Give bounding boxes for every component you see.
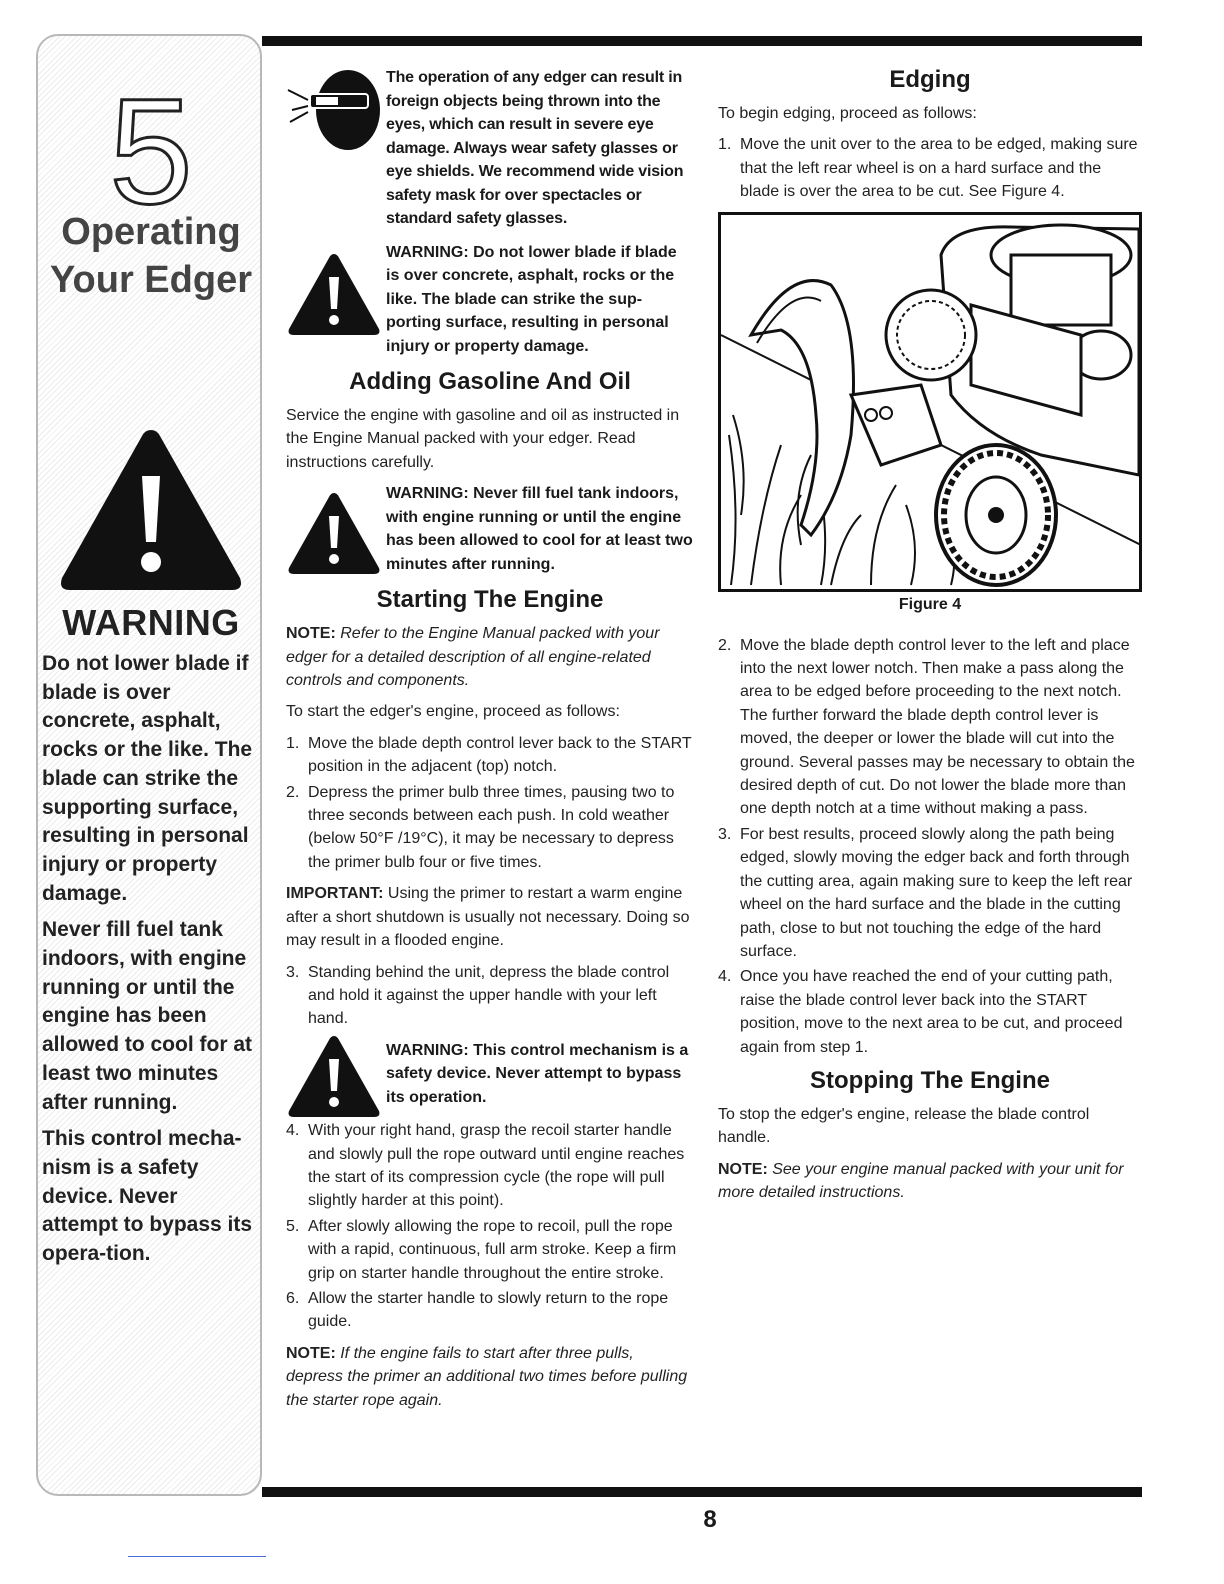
sidebar-warning-control: This control mecha-nism is a safety device. Never attempt to bypass its opera-tion.: [42, 1127, 253, 1266]
step-text: For best results, proceed slowly along the path being edged, slowly moving the edger back and forth through the cutting area, again making sure to keep the left rear wheel on the hard surface and the blade in the cutting path, close to but not touching the edge of the hard surface.: [740, 825, 1133, 960]
step-text: Allow the starter handle to slowly return to the rope guide.: [308, 1290, 669, 1331]
list-item: [718, 823, 1142, 963]
step-text: With your right hand, grasp the recoil starter handle and slowly pull the rope outward until engine reaches the start of its compression cycle (the rope will pull slightly harder at this point).: [308, 1122, 685, 1210]
note-label: NOTE:: [286, 625, 336, 643]
edging-steps-a: [718, 133, 1142, 203]
page-number: 8: [703, 1506, 717, 1533]
figure-caption: Figure 4: [898, 595, 962, 613]
step-text: Move the blade depth control lever back to the START position in the adjacent (top) notch.: [308, 734, 692, 776]
sidebar-panel: [36, 34, 262, 1496]
eye-safety-text: The operation of any edger can result in foreign objects being thrown into the eyes, which can result in severe eye damage. Always wear safety glasses or eye shields. We recommend wide vision safety mask for over spectacles or standard safety glasses.: [386, 69, 684, 227]
gasoline-heading: Adding Gasoline And Oil: [349, 368, 631, 395]
important-note: [286, 882, 694, 952]
list-item: [718, 634, 1142, 821]
chapter-number: 5: [109, 67, 193, 235]
edging-intro: To begin edging, proceed as follows:: [718, 105, 977, 122]
sidebar-warning-fuel: Never fill fuel tank indoors, with engine running or until the engine has been allowed to cool for at least two minutes after running.: [42, 918, 253, 1114]
list-item: [718, 965, 1142, 1059]
sidebar-warning-blade: Do not lower blade if blade is over concrete, asphalt, rocks or the like. The blade can strike the supporting surface, resulting in personal injury or property damage.: [42, 652, 253, 905]
step-number: 3.: [286, 963, 300, 981]
step-number: 4.: [718, 968, 732, 986]
warning-heading: WARNING: [62, 602, 240, 643]
chapter-title-line-1: Operating: [61, 211, 241, 253]
warning-triangle-icon: [286, 251, 382, 337]
step-number: 3.: [718, 825, 732, 843]
step-number: 4.: [286, 1122, 300, 1140]
chapter-title: [38, 208, 264, 304]
list-item: [286, 732, 694, 779]
right-column: [718, 66, 1142, 1213]
list-item: [286, 1215, 694, 1285]
bottom-link-underline: [128, 1556, 266, 1557]
step-text: Once you have reached the end of your cutting path, raise the blade control lever back into the START position, move to the next area to be cut, and proceed again from step 1.: [740, 968, 1123, 1056]
blade-warning-text: WARNING: Do not lower blade if blade is over concrete, asphalt, rocks or the like. The blade can strike the sup-porting surface, resulting in personal injury or property damage.: [386, 243, 677, 355]
step-number: 2.: [718, 636, 732, 654]
step-number: 2.: [286, 783, 300, 801]
edging-heading: Edging: [889, 66, 971, 93]
restart-note: [286, 1342, 694, 1412]
starting-heading: Starting The Engine: [376, 586, 604, 614]
step-text: Depress the primer bulb three times, pausing two to three seconds between each push. In cold weather (below 50°F /19°C), it may be necessary to depress the primer bulb four or five times.: [308, 783, 675, 871]
safety-glasses-icon: [286, 66, 382, 163]
important-label: IMPORTANT:: [286, 885, 384, 903]
figure-4-illustration: [718, 212, 1142, 592]
starting-intro: To start the edger's engine, proceed as follows:: [286, 703, 620, 721]
note-label: NOTE:: [718, 1160, 768, 1178]
step-number: 5.: [286, 1217, 300, 1235]
starting-steps-b: [286, 961, 694, 1031]
warning-triangle-icon: [286, 1033, 382, 1119]
list-item: [718, 133, 1142, 203]
starting-note: [286, 622, 694, 692]
stopping-note: [718, 1158, 1142, 1205]
control-warning: [286, 1039, 694, 1110]
note-text: See your engine manual packed with your unit for more detailed instructions.: [718, 1160, 1124, 1202]
starting-steps-a: [286, 732, 694, 874]
list-item: [286, 781, 694, 875]
fuel-warning: [286, 482, 694, 576]
sidebar-warning-list: [42, 650, 258, 1277]
step-number: 6.: [286, 1290, 300, 1308]
step-text: Standing behind the unit, depress the blade control and hold it against the upper handle with your left hand.: [308, 963, 670, 1028]
fuel-warning-text: WARNING: Never fill fuel tank indoors, with engine running or until the engine has been allowed to cool for at least two minutes after running.: [386, 485, 693, 573]
bottom-rule: [262, 1487, 1142, 1497]
warning-triangle-icon: [286, 490, 382, 576]
warning-triangle-icon: [56, 424, 246, 596]
note-text: Refer to the Engine Manual packed with your edger for a detailed description of all engine-related controls and components.: [286, 625, 660, 690]
step-number: 1.: [718, 136, 732, 154]
step-text: Move the blade depth control lever to the left and place into the next lower notch. Then make a pass along the area to be edged before proceeding to the next notch. The further forward the blade depth control lever is moved, the deeper or lower the blade will cut into the ground. Several passes may be necessary to obtain the desired depth of cut. Do not lower the blade more than one depth notch at a time without making a pass.: [740, 636, 1135, 818]
list-item: [286, 1119, 694, 1213]
control-warning-text: WARNING: This control mechanism is a safety device. Never attempt to bypass its operation.: [386, 1041, 689, 1106]
edger-illustration: [721, 215, 1139, 589]
middle-column: [286, 66, 694, 1420]
edging-steps-b: [718, 634, 1142, 1059]
stopping-heading: Stopping The Engine: [810, 1066, 1050, 1094]
chapter-title-line-2: Your Edger: [50, 259, 252, 301]
starting-steps-c: [286, 1119, 694, 1334]
step-number: 1.: [286, 734, 300, 752]
important-text: Using the primer to restart a warm engine after a short shutdown is usually not necessary. Doing so may result in a flooded engine.: [286, 885, 690, 950]
list-item: [286, 961, 694, 1031]
eye-safety-warning: [286, 66, 694, 231]
step-text: After slowly allowing the rope to recoil, pull the rope with a rapid, continuous, full arm stroke. Keep a firm grip on starter handle throughout the entire stroke.: [308, 1217, 677, 1282]
step-text: Move the unit over to the area to be edged, making sure that the left rear wheel is on a hard surface and the blade is over the area to be cut. See Figure 4.: [740, 136, 1138, 201]
top-rule: [262, 36, 1142, 46]
list-item: [286, 1287, 694, 1334]
note-label: NOTE:: [286, 1344, 336, 1362]
blade-warning: [286, 241, 694, 359]
note-text: If the engine fails to start after three pulls, depress the primer an additional two times before pulling the starter rope again.: [286, 1344, 688, 1409]
stopping-body: To stop the edger's engine, release the blade control handle.: [718, 1105, 1090, 1147]
gasoline-body: Service the engine with gasoline and oil as instructed in the Engine Manual packed with your edger. Read instructions carefully.: [286, 407, 680, 471]
